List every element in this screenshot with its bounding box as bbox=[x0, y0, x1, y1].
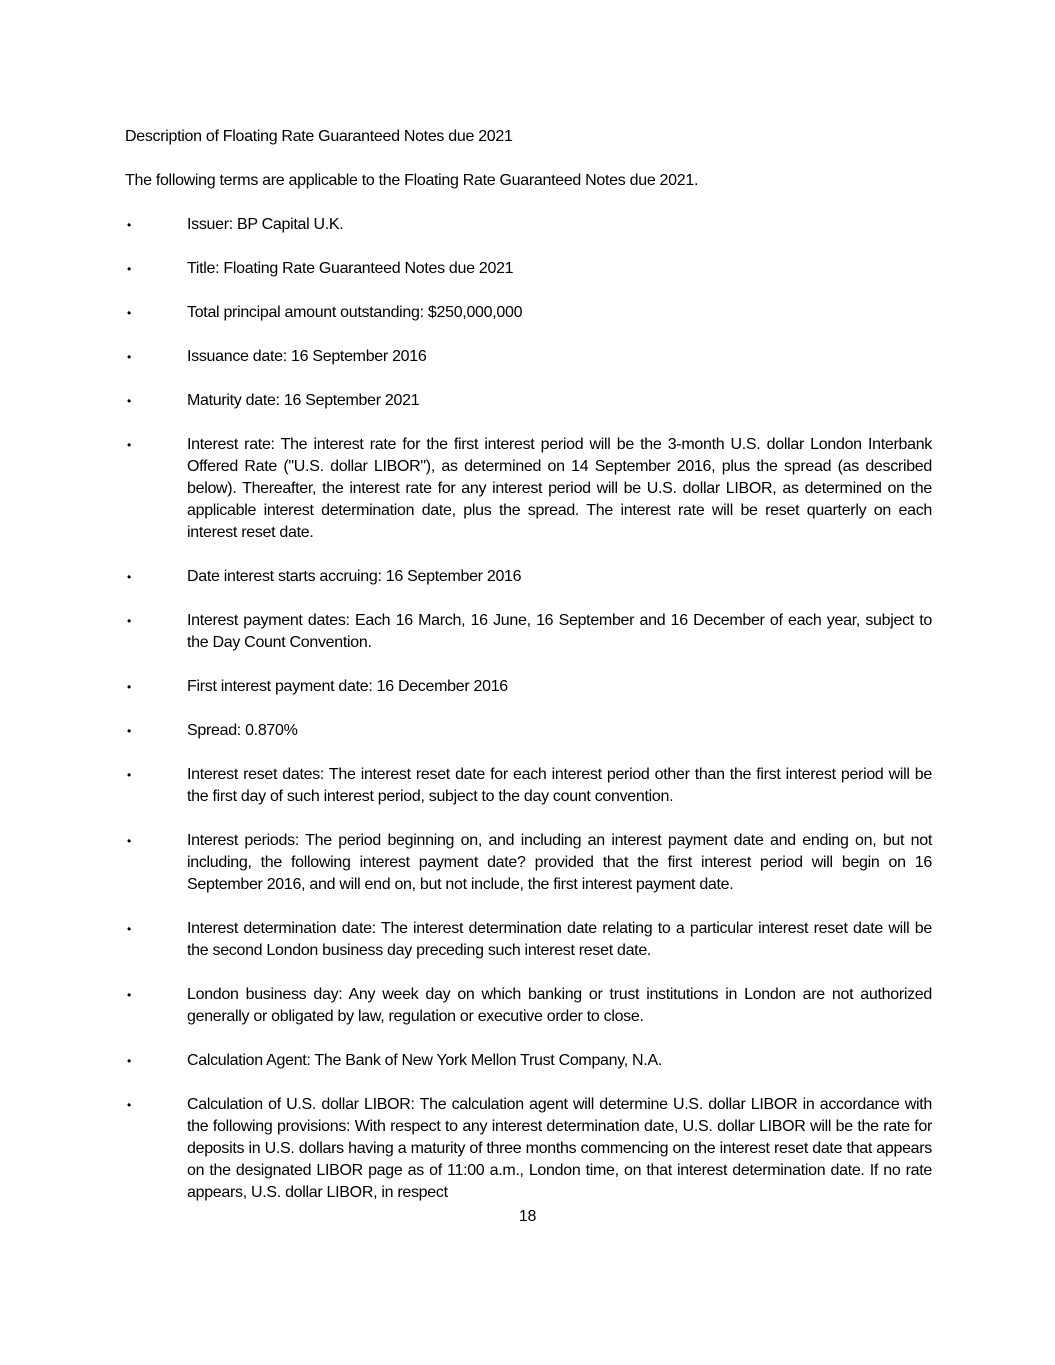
terms-list bbox=[0, 214, 1055, 1226]
term-calculation-agent bbox=[0, 1050, 932, 1072]
bullet-icon: • bbox=[127, 834, 131, 848]
bullet-icon: • bbox=[127, 988, 131, 1002]
term-interest-rate bbox=[0, 434, 932, 544]
term-reset-dates bbox=[0, 764, 932, 808]
bullet-icon: • bbox=[127, 350, 131, 364]
intro-paragraph: The following terms are applicable to the Floating Rate Guaranteed Notes due 2021. bbox=[125, 172, 699, 189]
bullet-icon: • bbox=[127, 438, 131, 452]
term-text: Interest reset dates: The interest reset date for each interest period other than the first interest period will be the first day of such interest period, subject to the day count convention. bbox=[187, 766, 932, 805]
term-interest-periods bbox=[0, 830, 932, 896]
section-heading: Description of Floating Rate Guaranteed Notes due 2021 bbox=[125, 128, 513, 145]
term-text: First interest payment date: 16 December 2016 bbox=[187, 678, 508, 695]
term-text: Interest periods: The period beginning on, and including an interest payment date and ending on, but not including, the following interest payment date? provided that the first interest period will begin on 16 September 2016, and will end on, but not include, the first interest payment date. bbox=[187, 832, 932, 893]
bullet-icon: • bbox=[127, 680, 131, 694]
bullet-icon: • bbox=[127, 724, 131, 738]
term-text: Calculation of U.S. dollar LIBOR: The calculation agent will determine U.S. dollar LIBOR in accordance with the following provisions: With respect to any interest determination date, U.S. dollar LIBOR will be the rate for deposits in U.S. dollars having a maturity of three months commencing on the interest reset date that appears on the designated LIBOR page as of 11:00 a.m., London time, on that interest determination date. If no rate appears, U.S. dollar LIBOR, in respect bbox=[187, 1096, 932, 1201]
bullet-icon: • bbox=[127, 262, 131, 276]
term-text: Issuer: BP Capital U.K. bbox=[187, 216, 344, 233]
term-libor-calculation bbox=[0, 1094, 932, 1204]
term-issuance-date bbox=[0, 346, 932, 368]
term-text: Total principal amount outstanding: $250,000,000 bbox=[187, 304, 523, 321]
bullet-icon: • bbox=[127, 570, 131, 584]
term-text: Title: Floating Rate Guaranteed Notes due 2021 bbox=[187, 260, 514, 277]
bullet-icon: • bbox=[127, 922, 131, 936]
term-title bbox=[0, 258, 932, 280]
term-payment-dates bbox=[0, 610, 932, 654]
term-london-business-day bbox=[0, 984, 932, 1028]
term-text: Maturity date: 16 September 2021 bbox=[187, 392, 420, 409]
term-principal-amount bbox=[0, 302, 932, 324]
bullet-icon: • bbox=[127, 306, 131, 320]
term-text: Issuance date: 16 September 2016 bbox=[187, 348, 427, 365]
term-spread bbox=[0, 720, 932, 742]
term-text: Interest determination date: The interest determination date relating to a particular interest reset date will be the second London business day preceding such interest reset date. bbox=[187, 920, 932, 959]
term-text: Interest payment dates: Each 16 March, 16 June, 16 September and 16 December of each year, subject to the Day Count Convention. bbox=[187, 612, 932, 651]
term-accrual-start bbox=[0, 566, 932, 588]
term-text: Interest rate: The interest rate for the first interest period will be the 3-month U.S. dollar London Interbank Offered Rate ("U.S. dollar LIBOR"), as determined on 14 September 2016, plus the spread (as described below). Thereafter, the interest rate for any interest period will be U.S. dollar LIBOR, as determined on the applicable interest determination date, plus the spread. The interest rate will be reset quarterly on each interest reset date. bbox=[187, 436, 932, 541]
bullet-icon: • bbox=[127, 1054, 131, 1068]
term-issuer bbox=[0, 214, 932, 236]
bullet-icon: • bbox=[127, 768, 131, 782]
term-text: Calculation Agent: The Bank of New York Mellon Trust Company, N.A. bbox=[187, 1052, 662, 1069]
term-text: Spread: 0.870% bbox=[187, 722, 298, 739]
page-number: 18 bbox=[518, 1208, 537, 1225]
bullet-icon: • bbox=[127, 614, 131, 628]
term-determination-date bbox=[0, 918, 932, 962]
bullet-icon: • bbox=[127, 218, 131, 232]
bullet-icon: • bbox=[127, 1098, 131, 1112]
term-maturity-date bbox=[0, 390, 932, 412]
term-first-payment-date bbox=[0, 676, 932, 698]
term-text: Date interest starts accruing: 16 September 2016 bbox=[187, 568, 522, 585]
bullet-icon: • bbox=[127, 394, 131, 408]
term-text: London business day: Any week day on which banking or trust institutions in London are not authorized generally or obligated by law, regulation or executive order to close. bbox=[187, 986, 932, 1025]
